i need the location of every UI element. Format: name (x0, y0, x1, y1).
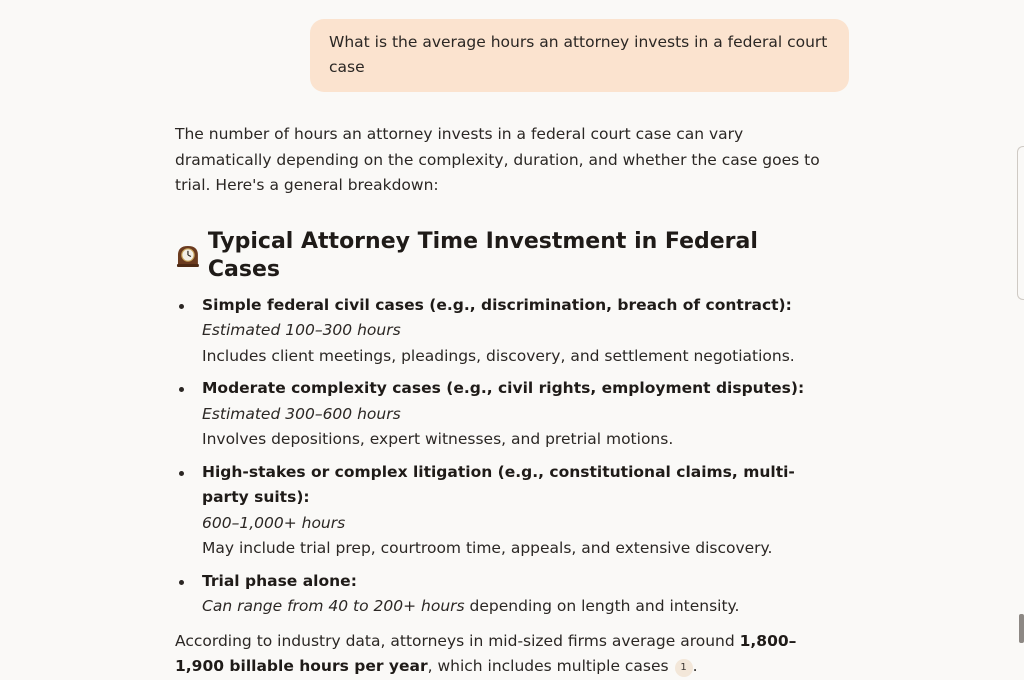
case-detail: Includes client meetings, pleadings, discovery, and settlement negotiations. (202, 346, 795, 365)
side-panel-handle[interactable] (1017, 146, 1024, 300)
case-estimate: 600–1,000+ hours (202, 513, 346, 532)
case-detail: May include trial prep, courtroom time, appeals, and extensive discovery. (202, 539, 773, 557)
case-estimate: Estimated 100–300 hours (202, 321, 401, 339)
section-heading (175, 228, 835, 284)
bullet-icon (179, 304, 184, 309)
assistant-response (175, 122, 835, 680)
response-closing (175, 629, 835, 680)
bullet-icon (179, 471, 184, 476)
closing-end: . (692, 657, 698, 675)
closing-suffix: , which includes multiple cases (427, 657, 669, 675)
case-estimate: Estimated 300–600 hours (202, 404, 401, 423)
case-title: Trial phase alone: (202, 571, 357, 590)
bullet-icon (179, 580, 184, 585)
case-estimate: Can range from 40 to 200+ hours (202, 597, 465, 615)
case-list (175, 293, 835, 620)
case-item-trial (175, 569, 835, 620)
user-message-text: What is the average hours an attorney invests in a federal court case (329, 33, 828, 76)
case-title: Moderate complexity cases (e.g., civil rights, employment disputes): (202, 379, 805, 397)
case-detail: Involves depositions, expert witnesses, and pretrial motions. (202, 430, 674, 448)
user-message-bubble (310, 19, 849, 92)
bullet-icon (179, 387, 184, 392)
case-item-complex (175, 460, 835, 562)
response-intro: The number of hours an attorney invests in a federal court case can vary dramatically depending on the complexity, duration, and whether the case goes to trial. Here's a general breakdown: (175, 125, 820, 194)
case-item-simple (175, 293, 835, 370)
mantelpiece-clock-icon (175, 243, 201, 269)
scrollbar-thumb[interactable] (1019, 614, 1024, 643)
closing-prefix: According to industry data, attorneys in mid-sized firms average around (175, 631, 740, 650)
case-title: Simple federal civil cases (e.g., discrimination, breach of contract): (202, 295, 792, 314)
closing-bold: 1,800–1,900 billable hours per year (175, 631, 797, 675)
case-estimate-suffix: depending on length and intensity. (464, 597, 740, 615)
case-title: High-stakes or complex litigation (e.g., constitutional claims, multi-party suits): (202, 462, 795, 506)
case-item-moderate (175, 376, 835, 453)
citation-badge[interactable]: 1 (675, 659, 693, 677)
section-heading-text: Typical Attorney Time Investment in Federal Cases (207, 228, 758, 282)
